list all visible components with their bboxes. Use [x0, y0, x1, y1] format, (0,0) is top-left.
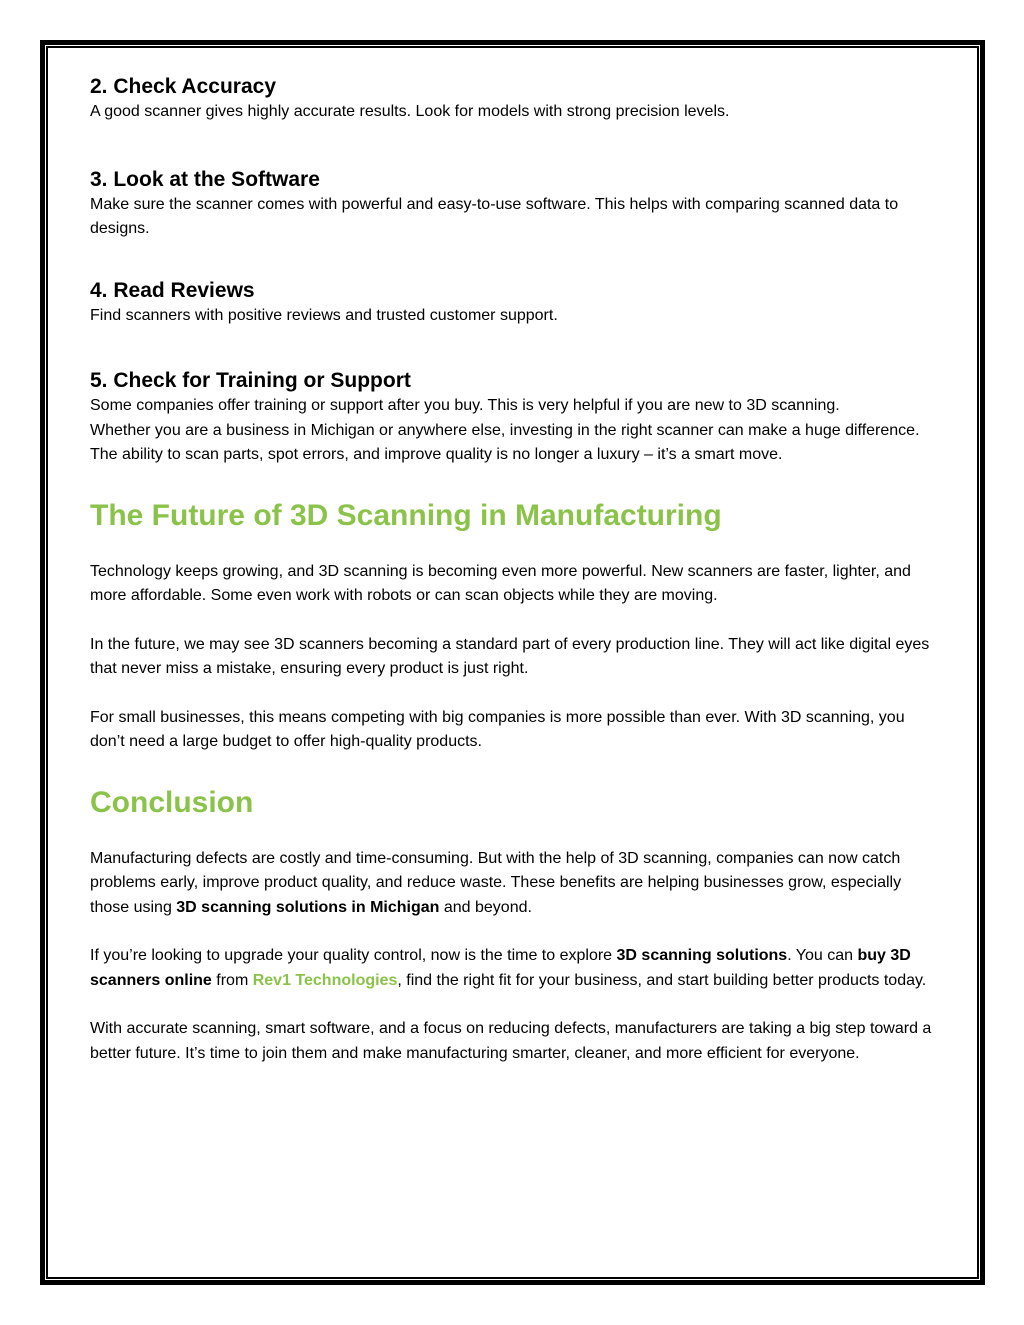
tip-heading: 4. Read Reviews — [90, 278, 255, 302]
bold-phrase: 3D scanning solutions in Michigan — [176, 898, 440, 916]
conclusion-paragraph — [90, 944, 935, 993]
tip-text: Find scanners with positive reviews and trusted customer support. — [90, 306, 558, 324]
future-paragraph: For small businesses, this means competing with big companies is more possible than ever. With 3D scanning, you don’t need a large budget to offer high-quality products. — [90, 708, 905, 750]
tip-heading: 2. Check Accuracy — [90, 75, 276, 98]
rev1-technologies-link[interactable]: Rev1 Technologies — [252, 971, 398, 989]
section-heading-future: The Future of 3D Scanning in Manufacturing — [90, 498, 722, 532]
tip-heading: 5. Check for Training or Support — [90, 369, 411, 392]
bold-phrase: buy 3D scanners online — [90, 947, 911, 989]
tip-text-followup: Whether you are a business in Michigan or anywhere else, investing in the right scanner can make a huge difference. The ability to scan parts, spot errors, and improve quality is no longer a luxury – it’s a smart move. — [90, 421, 920, 463]
future-paragraph: Technology keeps growing, and 3D scanning is becoming even more powerful. New scanners are faster, lighter, and more affordable. Some even work with robots or can scan objects while they are moving. — [90, 562, 911, 604]
tip-look-at-software — [90, 167, 935, 242]
bold-phrase: 3D scanning solutions — [616, 947, 788, 964]
section-heading-conclusion: Conclusion — [90, 785, 254, 819]
conclusion-paragraph: With accurate scanning, smart software, and a focus on reducing defects, manufacturers are taking a big step toward a better future. It’s time to join them and make manufacturing smarter, cleaner, and more efficient for everyone. — [90, 1020, 932, 1062]
conclusion-paragraph — [90, 847, 935, 921]
tip-check-accuracy — [90, 74, 935, 125]
conclusion-text: , find the right fit for your business, and start building better products today. — [397, 971, 927, 989]
conclusion-text: Manufacturing defects are costly and time-consuming. But with the help of 3D scanning, companies can now catch problems early, improve product quality, and reduce waste. These benefits are helping businesses grow, especially those using — [90, 849, 902, 916]
tip-text: Make sure the scanner comes with powerful and easy-to-use software. This helps with comparing scanned data to designs. — [90, 195, 899, 237]
conclusion-text: If you’re looking to upgrade your quality control, now is the time to explore — [90, 947, 617, 964]
future-paragraph: In the future, we may see 3D scanners becoming a standard part of every production line. They will act like digital eyes that never miss a mistake, ensuring every product is just right. — [90, 635, 930, 677]
tip-text: A good scanner gives highly accurate results. Look for models with strong precision levels. — [90, 103, 730, 120]
tip-heading: 3. Look at the Software — [90, 167, 320, 191]
document-content — [90, 74, 935, 1066]
tip-text: Some companies offer training or support after you buy. This is very helpful if you are new to 3D scanning. — [90, 397, 840, 414]
conclusion-text: and beyond. — [439, 898, 532, 916]
conclusion-text: from — [211, 971, 253, 989]
tip-training-support — [90, 368, 935, 468]
conclusion-text: . You can — [787, 947, 858, 964]
future-section — [90, 498, 935, 755]
conclusion-section — [90, 785, 935, 1067]
tip-read-reviews — [90, 278, 935, 329]
